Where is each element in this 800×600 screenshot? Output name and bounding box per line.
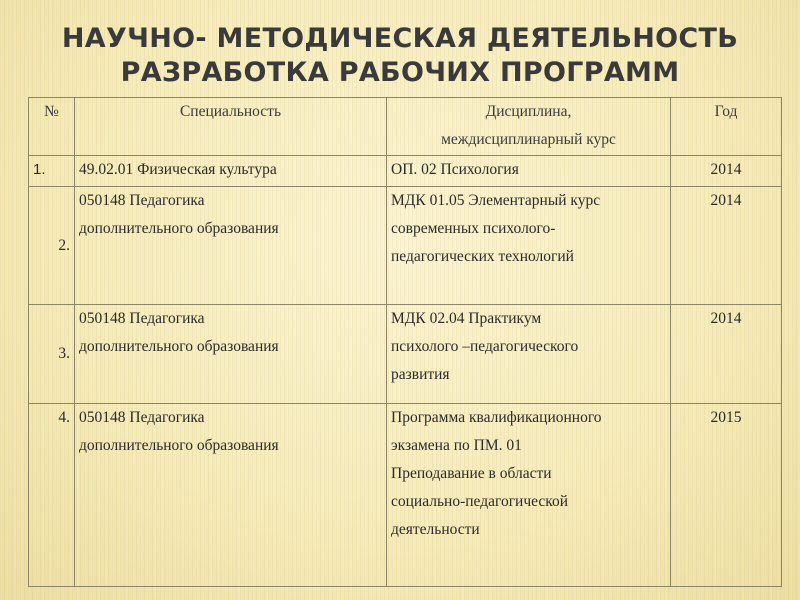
title-line-1: НАУЧНО- МЕТОДИЧЕСКАЯ ДЕЯТЕЛЬНОСТЬ xyxy=(61,23,739,54)
row-discipline: МДК 02.04 Практикум психолого –педагогического развития xyxy=(387,305,671,404)
slide-title xyxy=(0,22,800,90)
row-specialty: 050148 Педагогика дополнительного образования xyxy=(75,404,387,587)
header-year: Год xyxy=(671,98,782,156)
row-specialty: 49.02.01 Физическая культура xyxy=(75,156,387,187)
table-row xyxy=(29,404,782,587)
row-number: 2. xyxy=(29,187,75,305)
row-discipline: ОП. 02 Психология xyxy=(387,156,671,187)
row-number: 1. xyxy=(29,156,75,187)
table-row xyxy=(29,187,782,305)
row-number: 3. xyxy=(29,305,75,404)
row-year: 2014 xyxy=(671,156,782,187)
table-header-row xyxy=(29,98,782,156)
header-specialty: Специальность xyxy=(75,98,387,156)
header-discipline: Дисциплина, междисциплинарный курс xyxy=(387,98,671,156)
header-num: № xyxy=(29,98,75,156)
row-specialty: 050148 Педагогика дополнительного образования xyxy=(75,187,387,305)
row-year: 2014 xyxy=(671,305,782,404)
row-year: 2015 xyxy=(671,404,782,587)
row-discipline: МДК 01.05 Элементарный курс современных психолого- педагогических технологий xyxy=(387,187,671,305)
row-specialty: 050148 Педагогика дополнительного образования xyxy=(75,305,387,404)
row-year: 2014 xyxy=(671,187,782,305)
programs-table xyxy=(28,97,782,587)
table-row xyxy=(29,305,782,404)
row-discipline: Программа квалификационного экзамена по ПМ. 01 Преподавание в области социально-педагогической деятельности xyxy=(387,404,671,587)
table-row xyxy=(29,156,782,187)
title-line-2: РАЗРАБОТКА РАБОЧИХ ПРОГРАММ xyxy=(120,57,680,88)
row-number: 4. xyxy=(29,404,75,587)
